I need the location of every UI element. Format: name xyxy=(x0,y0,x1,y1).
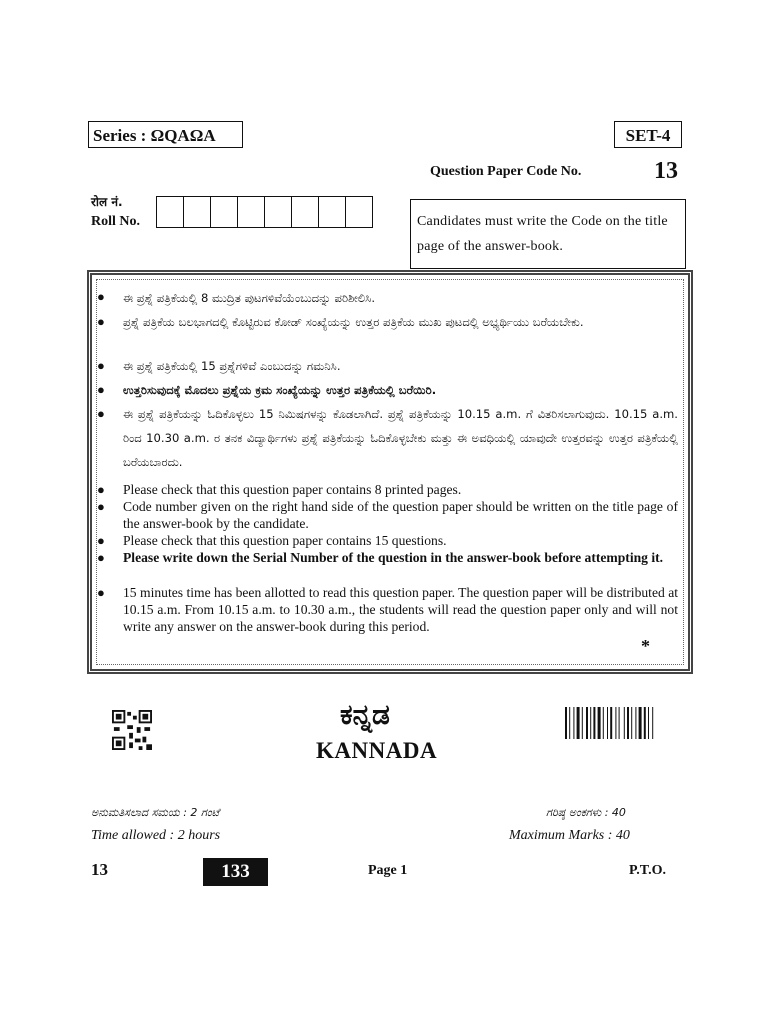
roll-digit-box[interactable] xyxy=(291,196,319,228)
star-mark: * xyxy=(641,636,650,656)
time-allowed: Time allowed : 2 hours xyxy=(91,828,221,843)
instruction-en-2: Code number given on the right hand side of the question paper should be written on the title page of the answer-book by the candidate. xyxy=(123,499,678,531)
instruction-kn-4: ಉತ್ತರಿಸುವುದಕ್ಕೆ ಮೊದಲು ಪ್ರಶ್ನೆಯ ಕ್ರಮ ಸಂಖ್ಯೆಯನ್ನು ಉತ್ತರ ಪತ್ರಿಕೆಯಲ್ಲಿ ಬರೆಯಿರಿ. xyxy=(123,383,437,397)
pto-label: P.T.O. xyxy=(629,863,666,878)
instruction-kn-5: ಈ ಪ್ರಶ್ನೆ ಪತ್ರಿಕೆಯನ್ನು ಓದಿಕೊಳ್ಳಲು 15 ನಿಮಿಷಗಳನ್ನು ಕೊಡಲಾಗಿದೆ. ಪ್ರಶ್ನೆ ಪತ್ರಿಕೆಯನ್ನು 10.15 a.m. ಗೆ ವಿತರಿಸಲಾಗುವುದು. 10.15 a.m. ರಿಂದ 10.30 a.m. ರ ತನಕ ವಿದ್ಯಾರ್ಥಿಗಳು ಪ್ರಶ್ನೆ ಪತ್ರಿಕೆಯನ್ನು ಓದಿಕೊಳ್ಳಬೇಕು ಮತ್ತು ಈ ಅವಧಿಯಲ್ಲಿ ಯಾವುದೇ ಉತ್ತರವನ್ನು ಉತ್ತರ ಪತ್ರಿಕೆಯಲ್ಲಿ ಬರೆಯಬಾರದು. xyxy=(123,407,678,469)
bullet-icon: ● xyxy=(97,499,105,514)
question-paper-code-label: Question Paper Code No. xyxy=(430,164,582,179)
bullet-icon: ● xyxy=(97,550,105,565)
maximum-marks: Maximum Marks : 40 xyxy=(509,828,630,843)
bullet-icon: ● xyxy=(97,406,105,421)
time-allowed-kannada: ಅನುಮತಿಸಲಾದ ಸಮಯ : 2 ಗಂಟೆ xyxy=(91,806,220,819)
maximum-marks-kannada: ಗರಿಷ್ಠ ಅಂಕಗಳು : 40 xyxy=(546,806,626,819)
roll-digit-box[interactable] xyxy=(318,196,346,228)
question-paper-code-value: 13 xyxy=(654,158,678,184)
series-label: Series : ΩQAΩA xyxy=(88,121,243,148)
bullet-icon: ● xyxy=(97,533,105,548)
qr-code-icon xyxy=(112,710,152,750)
instruction-kn-3: ಈ ಪ್ರಶ್ನೆ ಪತ್ರಿಕೆಯಲ್ಲಿ 15 ಪ್ರಶ್ನೆಗಳಿವೆ ಎಂಬುದನ್ನು ಗಮನಿಸಿ. xyxy=(123,359,341,373)
roll-label-hindi: रोल नं. xyxy=(91,195,123,209)
instruction-en-5: 15 minutes time has been allotted to read this question paper. The question paper will be distributed at 10.15 a.m. From 10.15 a.m. to 10.30 a.m., the students will read the question paper only and will not write any answer on the answer-book during this period. xyxy=(123,585,678,634)
roll-digit-box[interactable] xyxy=(237,196,265,228)
roll-digit-box[interactable] xyxy=(345,196,373,228)
bullet-icon: ● xyxy=(97,382,105,397)
instruction-en-1: Please check that this question paper contains 8 printed pages. xyxy=(123,482,462,497)
bullet-icon: ● xyxy=(97,585,105,600)
instruction-en-4: Please write down the Serial Number of the question in the answer-book before attempting it. xyxy=(123,550,664,565)
set-label: SET-4 xyxy=(614,121,682,148)
page-number: Page 1 xyxy=(368,863,408,878)
subject-title: KANNADA xyxy=(316,738,438,763)
roll-label: Roll No. xyxy=(91,214,140,229)
bullet-icon: ● xyxy=(97,482,105,497)
candidate-note: Candidates must write the Code on the title page of the answer-book. xyxy=(410,199,686,269)
instruction-kn-1: ಈ ಪ್ರಶ್ನೆ ಪತ್ರಿಕೆಯಲ್ಲಿ 8 ಮುದ್ರಿತ ಪುಟಗಳಿವೆಯೆಂಬುದನ್ನು ಪರಿಶೀಲಿಸಿ. xyxy=(123,291,376,305)
footer-code-box: 133 xyxy=(203,858,268,886)
roll-digit-box[interactable] xyxy=(210,196,238,228)
roll-digit-box[interactable] xyxy=(183,196,211,228)
roll-digit-box[interactable] xyxy=(156,196,184,228)
instruction-kn-2: ಪ್ರಶ್ನೆ ಪತ್ರಿಕೆಯ ಬಲಭಾಗದಲ್ಲಿ ಕೊಟ್ಟಿರುವ ಕೋಡ್ ಸಂಖ್ಯೆಯನ್ನು ಉತ್ತರ ಪತ್ರಿಕೆಯ ಮುಖ ಪುಟದಲ್ಲಿ ಅಭ್ಯರ್ಥಿಯು ಬರೆಯಬೇಕು. xyxy=(123,315,584,329)
roll-digit-box[interactable] xyxy=(264,196,292,228)
subject-title-kannada: ಕನ್ನಡ xyxy=(340,698,390,731)
bullet-icon: ● xyxy=(97,289,105,304)
roll-number-boxes[interactable] xyxy=(157,196,373,228)
bullet-icon: ● xyxy=(97,358,105,373)
instruction-en-3: Please check that this question paper contains 15 questions. xyxy=(123,533,447,548)
footer-code: 13 xyxy=(91,860,108,879)
barcode-icon xyxy=(565,707,677,739)
bullet-icon: ● xyxy=(97,314,105,329)
